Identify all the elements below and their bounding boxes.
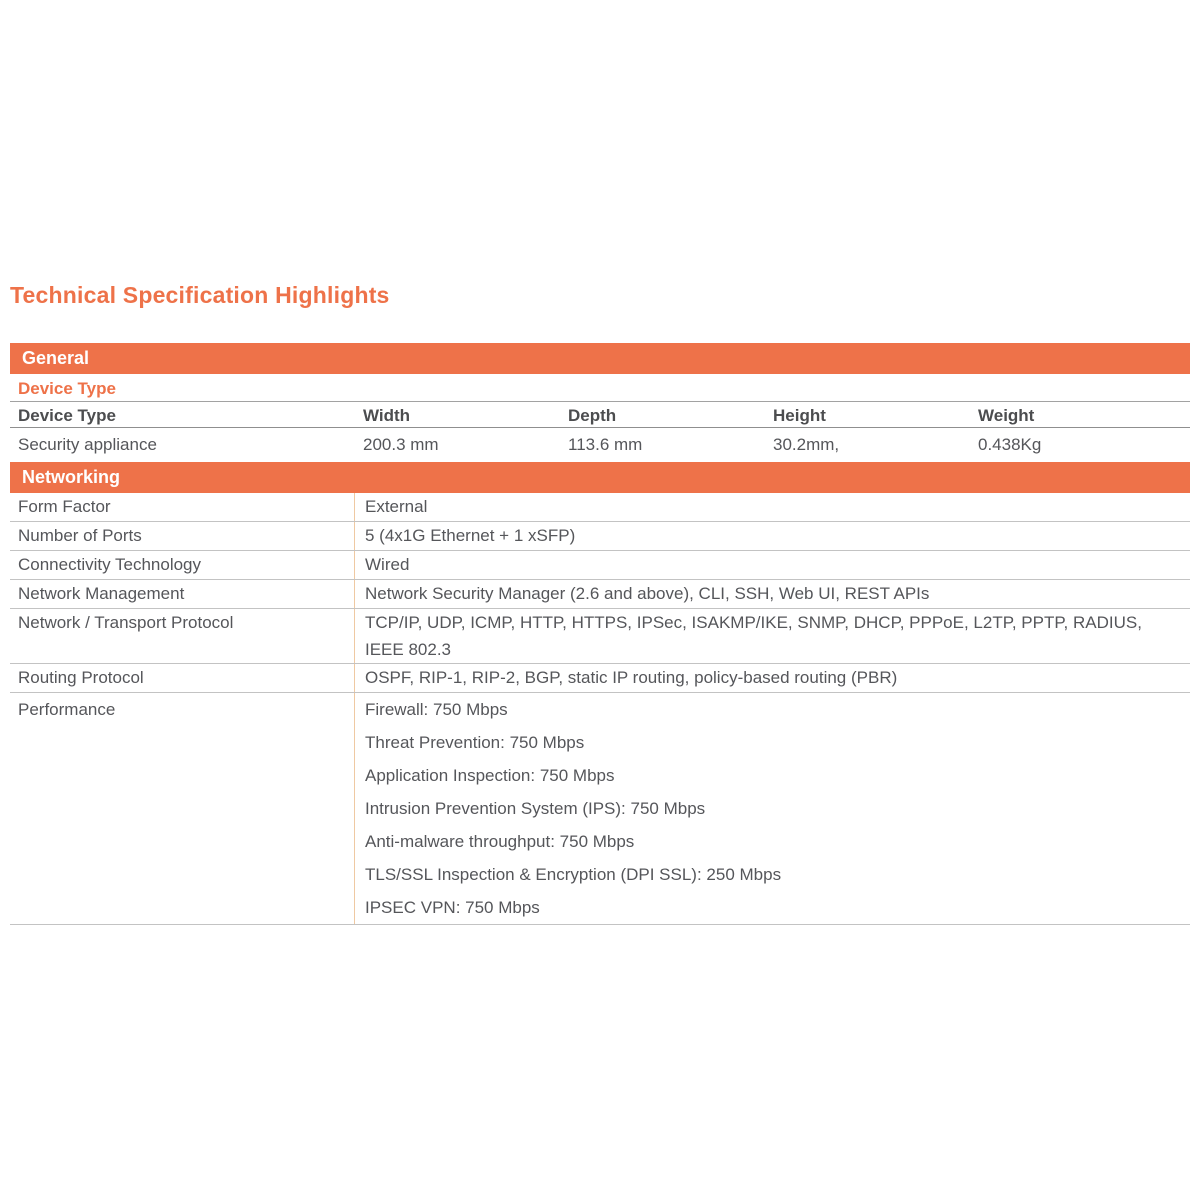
spec-label: Routing Protocol — [18, 668, 144, 687]
spec-value-line-tls-ssl: TLS/SSL Inspection & Encryption (DPI SSL): 250 Mbps — [365, 865, 782, 884]
dimensions-data-row — [10, 428, 1190, 462]
spec-row-network-transport-protocol — [10, 609, 1190, 664]
section-header-networking-label: Networking — [22, 467, 121, 487]
spec-row-network-management — [10, 580, 1190, 609]
spec-row-number-of-ports — [10, 522, 1190, 551]
spec-label: Number of Ports — [18, 526, 142, 545]
spec-value-line: External — [365, 497, 428, 516]
spec-value-line: Wired — [365, 555, 410, 574]
spec-value-line-threat-prevention: Threat Prevention: 750 Mbps — [365, 733, 585, 752]
spec-value-line: TCP/IP, UDP, ICMP, HTTP, HTTPS, IPSec, ISAKMP/IKE, SNMP, DHCP, PPPoE, L2TP, PPTP, RADIUS, IEEE 802.3 — [365, 613, 1142, 659]
spec-table — [10, 343, 1190, 925]
spec-value — [354, 693, 1190, 924]
subsection-device-type-label: Device Type — [18, 379, 116, 398]
dimensions-header-row — [10, 402, 1190, 428]
spec-value-line-application-inspection: Application Inspection: 750 Mbps — [365, 766, 615, 785]
column-header-depth: Depth — [568, 406, 617, 425]
spec-value-line: OSPF, RIP-1, RIP-2, BGP, static IP routing, policy-based routing (PBR) — [365, 668, 898, 687]
column-header-width: Width — [363, 406, 411, 425]
cell-weight: 0.438Kg — [978, 435, 1042, 454]
cell-width: 200.3 mm — [363, 435, 439, 454]
cell-device-type: Security appliance — [18, 435, 157, 454]
spec-value-line-firewall: Firewall: 750 Mbps — [365, 700, 508, 719]
spec-label: Network / Transport Protocol — [18, 613, 234, 632]
page-title: Technical Specification Highlights — [10, 282, 390, 308]
spec-value-line: Network Security Manager (2.6 and above), CLI, SSH, Web UI, REST APIs — [365, 584, 930, 603]
column-header-weight: Weight — [978, 406, 1035, 425]
spec-row-performance — [10, 693, 1190, 925]
subsection-device-type — [10, 374, 1190, 402]
section-header-general-label: General — [22, 348, 90, 368]
spec-value — [354, 609, 1190, 663]
spec-label: Performance — [18, 700, 116, 719]
spec-row-form-factor — [10, 493, 1190, 522]
spec-row-routing-protocol — [10, 664, 1190, 693]
spec-value-line-ipsec-vpn: IPSEC VPN: 750 Mbps — [365, 898, 540, 917]
spec-value-line: 5 (4x1G Ethernet + 1 xSFP) — [365, 526, 576, 545]
spec-label: Form Factor — [18, 497, 111, 516]
spec-value — [354, 580, 1190, 608]
spec-row-connectivity-technology — [10, 551, 1190, 580]
spec-value — [354, 493, 1190, 521]
column-header-device-type: Device Type — [18, 406, 116, 425]
spec-value — [354, 551, 1190, 579]
section-header-networking — [10, 462, 1190, 493]
spec-label: Network Management — [18, 584, 185, 603]
spec-label: Connectivity Technology — [18, 555, 202, 574]
section-header-general — [10, 343, 1190, 374]
cell-depth: 113.6 mm — [568, 435, 643, 454]
spec-value — [354, 522, 1190, 550]
spec-value-line-ips: Intrusion Prevention System (IPS): 750 Mbps — [365, 799, 706, 818]
spec-value-line-anti-malware: Anti-malware throughput: 750 Mbps — [365, 832, 635, 851]
column-header-height: Height — [773, 406, 826, 425]
spec-value — [354, 664, 1190, 692]
cell-height: 30.2mm, — [773, 435, 840, 454]
